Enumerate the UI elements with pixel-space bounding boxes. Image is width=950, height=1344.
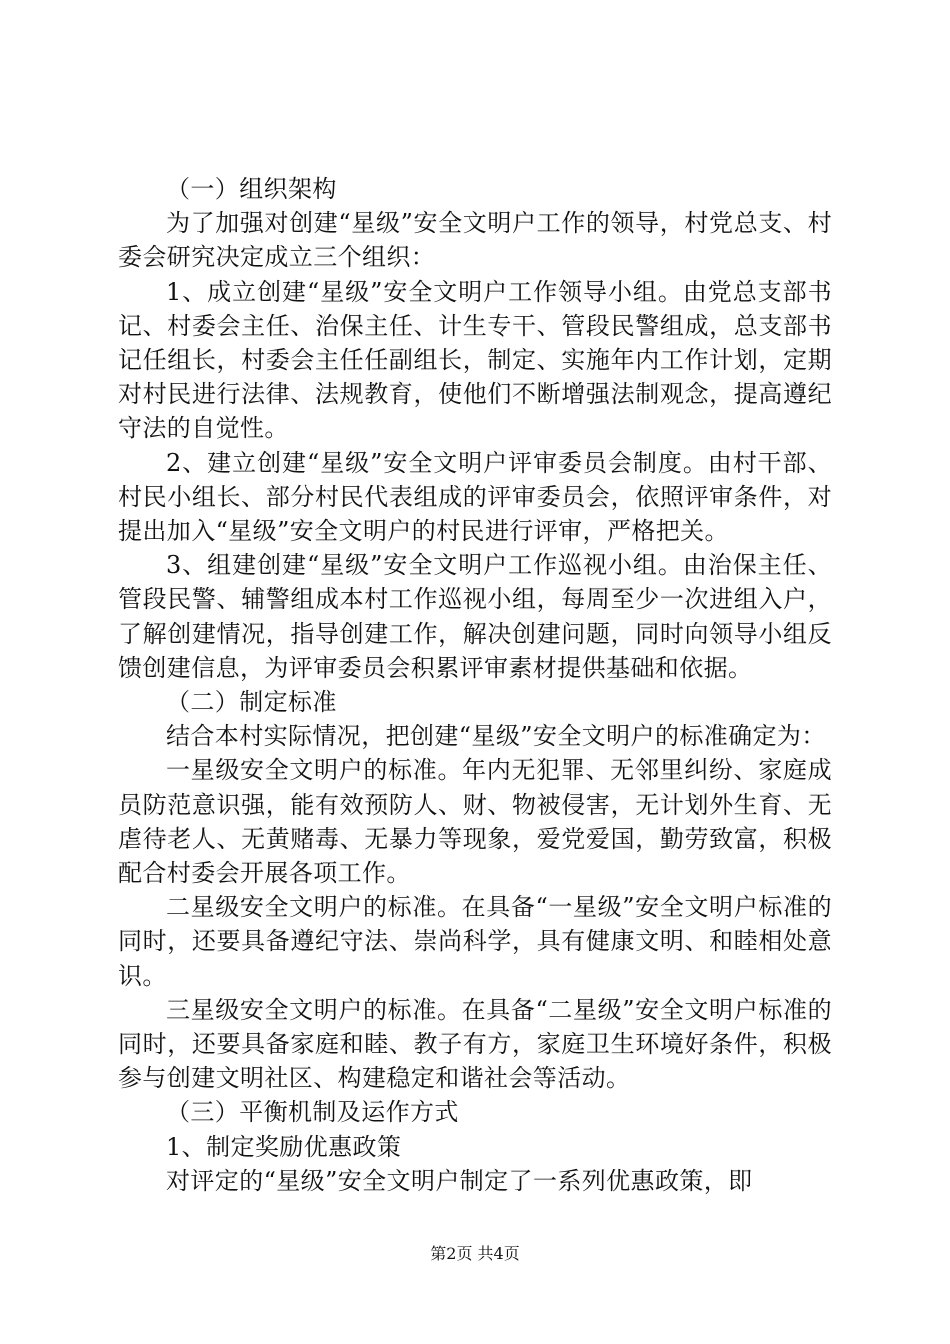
section-heading-mechanism: （三）平衡机制及运作方式: [166, 1098, 459, 1127]
paragraph-intro: 为了加强对创建“星级”安全文明户工作的领导，村党总支、村委会研究决定成立三个组织：: [118, 209, 832, 272]
paragraph-one-star: 一星级安全文明户的标准。年内无犯罪、无邻里纠纷、家庭成员防范意识强，能有效预防人、财、物被侵害，无计划外生育、无虐待老人、无黄赌毒、无暴力等现象，爱党爱国，勤劳致富，积极配合村委会开展各项工作。: [118, 756, 832, 888]
paragraph-two-star: 二星级安全文明户的标准。在具备“一星级”安全文明户标准的同时，还要具备遵纪守法、崇尚科学，具有健康文明、和睦相处意识。: [118, 893, 832, 990]
document-body: [118, 172, 832, 1198]
paragraph-leading-group: 1、成立创建“星级”安全文明户工作领导小组。由党总支部书记、村委会主任、治保主任、计生专干、管段民警组成，总支部书记任组长，村委会主任任副组长，制定、实施年内工作计划，定期对村民进行法律、法规教育，使他们不断增强法制观念，提高遵纪守法的自觉性。: [118, 277, 832, 443]
paragraph-patrol-group: 3、组建创建“星级”安全文明户工作巡视小组。由治保主任、管段民警、辅警组成本村工作巡视小组，每周至少一次进组入户，了解创建情况，指导创建工作，解决创建问题，同时向领导小组反馈创建信息，为评审委员会积累评审素材提供基础和依据。: [118, 551, 832, 682]
paragraph-review-committee: 2、建立创建“星级”安全文明户评审委员会制度。由村干部、村民小组长、部分村民代表组成的评审委员会，依照评审条件，对提出加入“星级”安全文明户的村民进行评审，严格把关。: [118, 448, 832, 546]
subheading-incentive-policy: 1、制定奖励优惠政策: [166, 1132, 402, 1161]
section-heading-standards: （二）制定标准: [166, 688, 337, 717]
section-heading-organization: （一）组织架构: [166, 175, 337, 203]
paragraph-three-star: 三星级安全文明户的标准。在具备“二星级”安全文明户标准的同时，还要具备家庭和睦、教子有方，家庭卫生环境好条件，积极参与创建文明社区、构建稳定和谐社会等活动。: [118, 995, 832, 1093]
page-number-footer: 第2页 共4页: [430, 1244, 520, 1263]
paragraph-standards-intro: 结合本村实际情况，把创建“星级”安全文明户的标准确定为：: [166, 722, 826, 751]
paragraph-incentive-policy: 对评定的“星级”安全文明户制定了一系列优惠政策，即: [166, 1166, 753, 1195]
